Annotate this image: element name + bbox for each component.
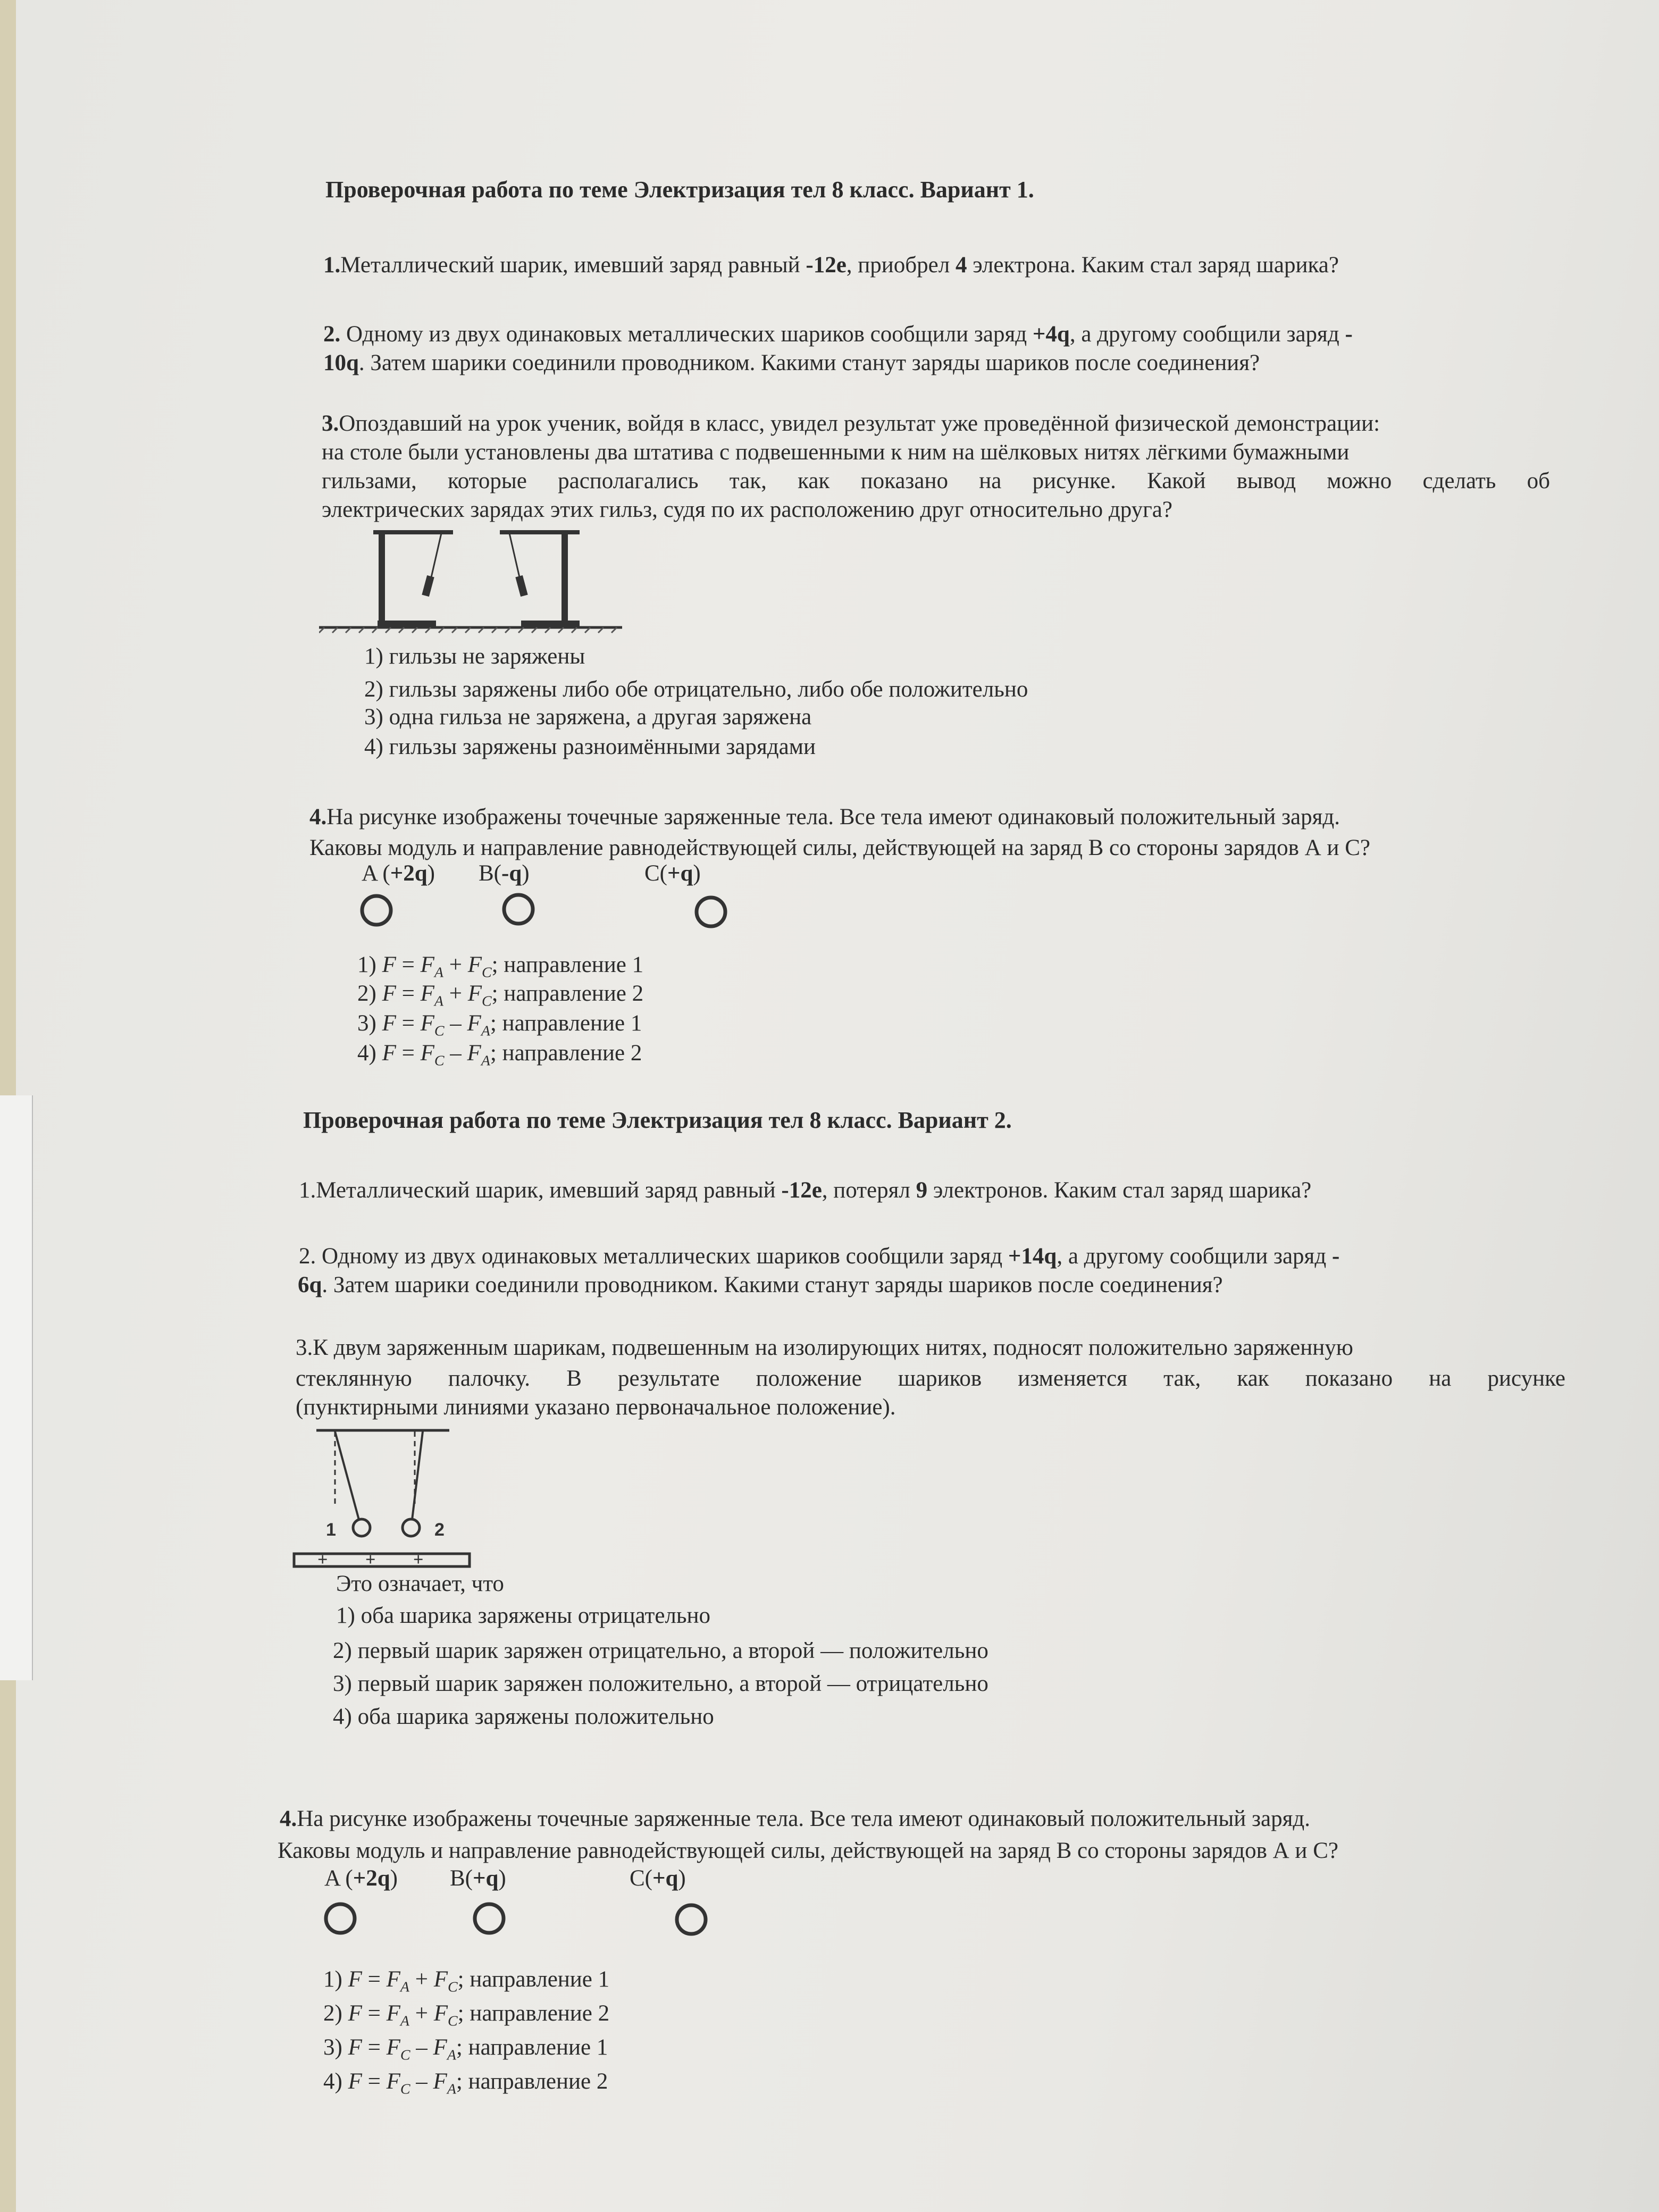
v1-q4-text-1: На рисунке изображены точечные заряженные тела. Все тела имеют одинаковый положительный заряд.: [326, 805, 1340, 830]
v2-charge-a-value: +2q: [353, 1866, 390, 1891]
v1-q4-opt1-direction: ; направление 1: [491, 952, 644, 977]
v1-q1-text-c: электрона. Каким стал заряд шарика?: [967, 253, 1339, 278]
v2-q3-line-1: 3.К двум заряженным шарикам, подвешенным на изолирующих нитях, подносят положительно заряженную: [296, 1335, 1353, 1360]
v2-charge-b-circle: [475, 1904, 504, 1933]
v2-q4-opt2-num: 2): [323, 2001, 348, 2026]
v2-q3-line-2: [296, 1364, 1565, 1393]
v1-q3-number: 3.: [322, 411, 339, 436]
v1-charge-b-close: ): [522, 861, 530, 886]
v2-q4-opt1-direction: ; направление 1: [457, 1967, 610, 1992]
v2-charge-b-name: B(: [450, 1866, 473, 1891]
v1-q3-text-1: Опоздавший на урок ученик, войдя в класс, увидел результат уже проведённой физической демонстрации:: [339, 411, 1380, 436]
v2-point-charges: [319, 1896, 723, 1944]
rod-plus-3: +: [413, 1550, 424, 1570]
v1-charge-b-value: -q: [501, 861, 522, 886]
v1-q2-text-b: , а другому сообщили заряд: [1069, 322, 1345, 347]
v1-q4-option-1: 1) $F = F_A + F_C$; направление 1: [357, 952, 644, 981]
v1-charge-c-label: [644, 859, 701, 888]
v2-q3-option-4: 4) оба шарика заряжены положительно: [333, 1704, 714, 1729]
v2-q4-opt4-formula: F: [348, 2069, 362, 2094]
v1-q3-line-4: электрических зарядах этих гильз, судя по их расположению друг относительно друга?: [322, 497, 1172, 522]
ball-1: [353, 1519, 370, 1536]
v2-q1-text-a: 1.Металлический шарик, имевший заряд равный: [299, 1178, 782, 1203]
v1-q1-number: 1.: [323, 253, 341, 278]
v2-q4-option-4: 4) $F = F_C - F_A$; направление 2: [323, 2069, 608, 2098]
v1-q3-line-3-text: гильзами, которые располагались так, как показано на рисунке. Какой вывод можно сделать об: [322, 468, 1550, 493]
v1-q1-charge: -12е: [806, 253, 847, 278]
v1-q4-opt4-direction: ; направление 2: [490, 1041, 642, 1066]
v2-q3-intro: Это означает, что: [336, 1571, 504, 1596]
thread-1: [335, 1431, 359, 1520]
v2-q3-option-1: 1) оба шарика заряжены отрицательно: [336, 1603, 710, 1628]
v1-question-1: [323, 251, 1339, 280]
v1-q2-charge-2-sign: -: [1345, 322, 1353, 347]
v1-q4-option-3: 3) $F = F_C - F_A$; направление 1: [357, 1011, 642, 1040]
v1-charge-a-circle: [362, 896, 391, 925]
v2-q1-text-b: , потерял: [822, 1178, 916, 1203]
v1-charge-b-name: B(: [479, 861, 501, 886]
v1-question-2-line-1: [323, 320, 1562, 349]
v2-q4-opt2-direction: ; направление 2: [457, 2001, 610, 2026]
v1-q1-electron-count: 4: [955, 253, 967, 278]
v2-q4-opt3-formula: F: [348, 2035, 362, 2060]
v1-q1-text-b: , приобрел: [846, 253, 956, 278]
v2-q2-charge-1: +14q: [1008, 1244, 1057, 1269]
v1-q4-opt3-direction: ; направление 1: [490, 1011, 642, 1036]
v1-q2-charge-2: 10q: [323, 350, 359, 375]
v2-balls-figure: [290, 1420, 481, 1574]
v1-q4-opt2-num: 2): [357, 981, 382, 1006]
v2-q2-charge-2-sign: -: [1331, 1244, 1340, 1269]
v2-charge-c-name: C(: [630, 1866, 652, 1891]
v2-q2-charge-2: 6q: [298, 1272, 322, 1297]
v1-charge-c-close: ): [693, 861, 701, 886]
v2-question-1: [299, 1176, 1311, 1205]
v1-q2-text-c: . Затем шарики соединили проводником. Какими станут заряды шариков после соединения?: [358, 350, 1260, 375]
v1-q4-opt1-num: 1): [357, 952, 382, 977]
v1-charge-b-label: [479, 859, 530, 888]
v1-q2-text-a: Одному из двух одинаковых металлических шариков сообщили заряд: [340, 322, 1033, 347]
v1-q3-line-3: [322, 467, 1550, 496]
v2-q4-option-2: 2) $F = F_A + F_C$; направление 2: [323, 2001, 610, 2030]
v2-charge-b-close: ): [498, 1866, 506, 1891]
v1-q3-option-1: 1) гильзы не заряжены: [364, 644, 585, 669]
v2-q2-text-a: 2. Одному из двух одинаковых металлических шариков сообщили заряд: [299, 1244, 1008, 1269]
v2-q3-option-2: 2) первый шарик заряжен отрицательно, а второй — положительно: [333, 1638, 988, 1663]
v1-charge-b-circle: [504, 895, 533, 924]
v2-q2-text-c: . Затем шарики соединили проводником. Какими станут заряды шариков после соединения?: [322, 1272, 1223, 1297]
v2-q4-opt1-formula: F: [348, 1967, 362, 1992]
v2-charge-b-label: [450, 1864, 506, 1893]
rod-plus-2: +: [365, 1550, 376, 1570]
v1-point-charges: [351, 888, 739, 936]
v2-q1-charge: -12е: [781, 1178, 822, 1203]
v1-question-2-line-2: [323, 349, 1260, 378]
v2-q4-opt2-formula: F: [348, 2001, 362, 2026]
v2-q4-opt4-direction: ; направление 2: [456, 2069, 608, 2094]
v1-charge-a-close: ): [427, 861, 435, 886]
v2-q4-text-1: На рисунке изображены точечные заряженные тела. Все тела имеют одинаковый положительный заряд.: [297, 1806, 1311, 1831]
v1-q4-opt2-formula: F: [382, 981, 396, 1006]
v2-q4-opt1-num: 1): [323, 1967, 348, 1992]
v1-stands-figure: [319, 518, 627, 635]
v1-q4-opt3-num: 3): [357, 1011, 382, 1036]
variant-2-title: Проверочная работа по теме Электризация тел 8 класс. Вариант 2.: [303, 1107, 1012, 1133]
v2-charge-b-value: +q: [473, 1866, 499, 1891]
v1-q1-text-a: Металлический шарик, имевший заряд равный: [340, 253, 806, 278]
v2-q4-option-3: 3) $F = F_C - F_A$; направление 1: [323, 2035, 608, 2064]
v2-q4-option-1: 1) $F = F_A + F_C$; направление 1: [323, 1967, 610, 1996]
v2-question-2-line-1: [299, 1242, 1564, 1271]
ball-2-label: 2: [434, 1520, 445, 1540]
v2-q2-text-b: , а другому сообщили заряд: [1057, 1244, 1332, 1269]
v1-q4-opt1-formula: F: [382, 952, 396, 977]
underlying-sheet-edge: [0, 1095, 33, 1680]
v2-q3-line-3: (пунктирными линиями указано первоначальное положение).: [296, 1395, 896, 1420]
v1-q3-option-3: 3) одна гильза не заряжена, а другая заряжена: [364, 705, 812, 730]
v1-charge-a-name: A (: [362, 861, 390, 886]
v1-q4-opt3-formula: F: [382, 1011, 396, 1036]
v1-charge-a-value: +2q: [390, 861, 428, 886]
v1-q4-number: 4.: [309, 805, 327, 830]
v2-question-2-line-2: [298, 1271, 1223, 1300]
v2-q4-number: 4.: [280, 1806, 297, 1831]
v1-q3-option-4: 4) гильзы заряжены разноимёнными зарядами: [364, 734, 816, 759]
left-stand: [373, 530, 453, 627]
v1-q4-option-2: 2) $F = F_A + F_C$; направление 2: [357, 981, 644, 1010]
v1-q4-line-2: Каковы модуль и направление равнодействующей силы, действующей на заряд B со стороны зарядов А и С?: [309, 835, 1370, 860]
v2-q1-electron-count: 9: [916, 1178, 928, 1203]
v1-charge-c-circle: [697, 898, 725, 926]
v2-charge-c-label: [630, 1864, 686, 1893]
v1-q2-number: 2.: [323, 322, 341, 347]
v1-q4-opt4-formula: F: [382, 1041, 396, 1066]
rod-plus-1: +: [317, 1550, 328, 1570]
v2-q4-line-2: Каковы модуль и направление равнодействующей силы, действующей на заряд B со стороны зарядов А и С?: [278, 1838, 1338, 1863]
v2-q4-opt3-direction: ; направление 1: [456, 2035, 608, 2060]
v2-charge-c-value: +q: [652, 1866, 678, 1891]
v1-charge-c-name: C(: [644, 861, 667, 886]
v2-charge-a-close: ): [390, 1866, 398, 1891]
right-stand: [500, 530, 580, 627]
v2-q3-option-3: 3) первый шарик заряжен положительно, а второй — отрицательно: [333, 1671, 988, 1696]
v2-charge-a-circle: [326, 1904, 355, 1933]
thread-2: [412, 1431, 423, 1520]
v1-q2-charge-1: +4q: [1032, 322, 1070, 347]
v1-q4-opt2-direction: ; направление 2: [491, 981, 644, 1006]
v2-q3-line-2-text: стеклянную палочку. В результате положение шариков изменяется так, как показано на рисунке: [296, 1366, 1565, 1391]
v2-q4-opt4-num: 4): [323, 2069, 348, 2094]
v2-charge-c-circle: [677, 1905, 706, 1934]
v2-charge-c-close: ): [678, 1866, 686, 1891]
v1-question-3-line-1: [322, 409, 1380, 438]
v1-charge-c-value: +q: [667, 861, 693, 886]
ball-2: [403, 1519, 420, 1536]
v2-charge-a-label: [324, 1864, 398, 1893]
ball-1-label: 1: [326, 1520, 336, 1540]
v1-charge-a-label: [362, 859, 435, 888]
v1-q4-opt4-num: 4): [357, 1041, 382, 1066]
v2-charge-a-name: A (: [324, 1866, 353, 1891]
v2-question-4-line-1: [280, 1805, 1310, 1833]
v1-q3-line-2: на столе были установлены два штатива с подвешенными к ним на шёлковых нитях лёгкими бумажными: [322, 440, 1350, 465]
v1-question-4-line-1: [309, 803, 1340, 832]
v1-q4-option-4: 4) $F = F_C - F_A$; направление 2: [357, 1041, 642, 1069]
v1-q3-option-2: 2) гильзы заряжены либо обе отрицательно, либо обе положительно: [364, 677, 1028, 702]
variant-1-title: Проверочная работа по теме Электризация тел 8 класс. Вариант 1.: [325, 177, 1034, 203]
v2-q4-opt3-num: 3): [323, 2035, 348, 2060]
v2-q1-text-c: электронов. Каким стал заряд шарика?: [927, 1178, 1312, 1203]
